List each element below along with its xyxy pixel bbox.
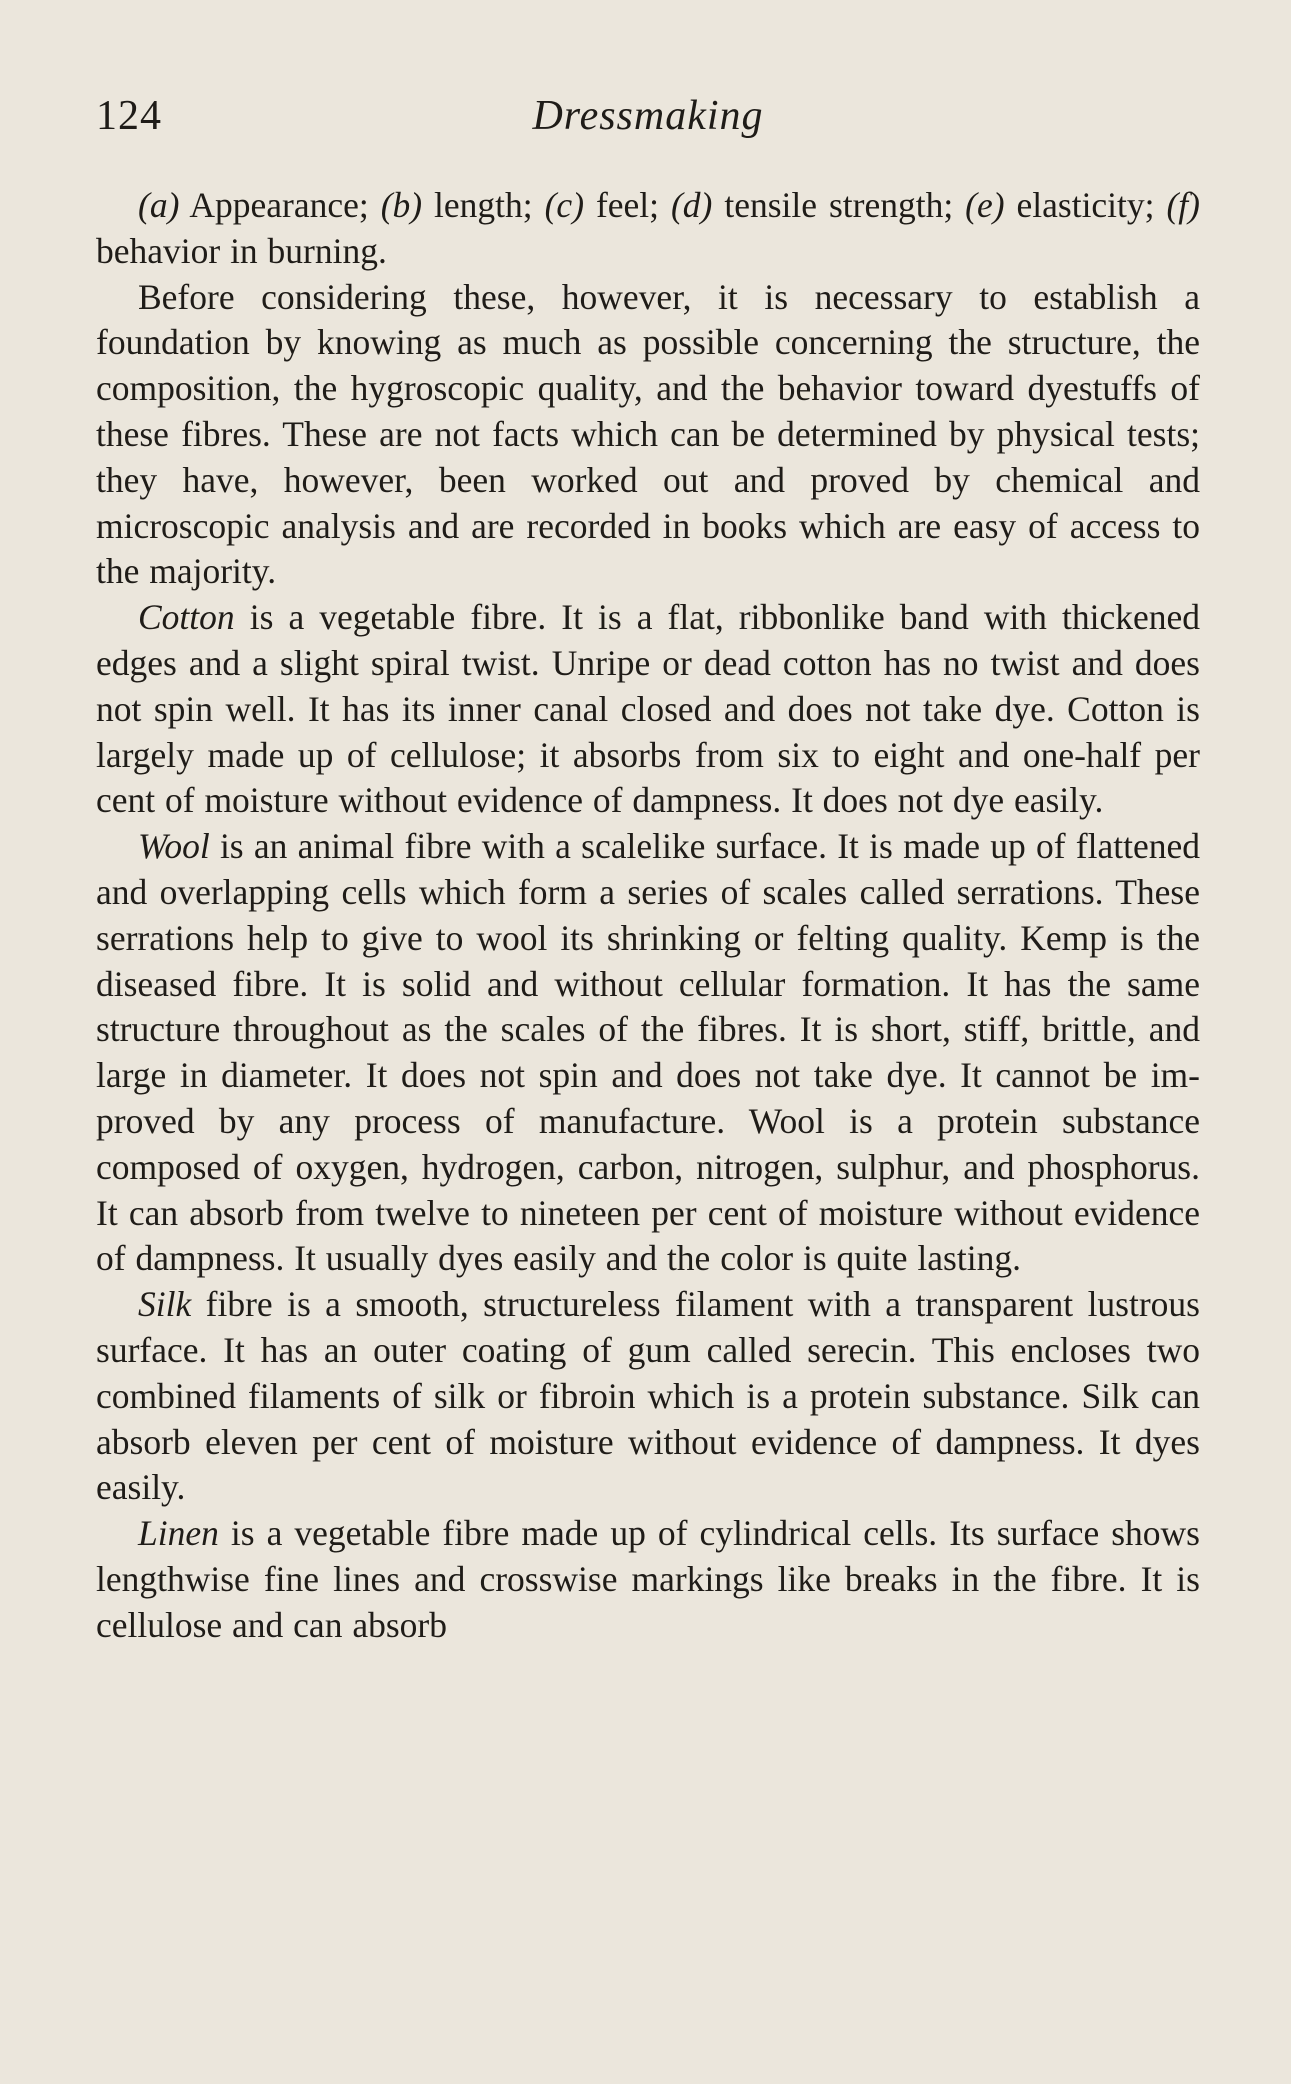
criterion-d-text: tensile strength; [712,185,966,225]
paragraph-wool [96,824,1200,1282]
criterion-c-text: feel; [584,185,671,225]
criterion-d-label: (d) [670,185,713,225]
paragraph-linen [96,1511,1200,1648]
criterion-e-text: elasticity; [1004,185,1167,225]
criterion-f-text: behavior in burning. [96,230,387,271]
term-wool: Wool [138,826,210,867]
criteria-list [96,183,1200,275]
criterion-e-label: (e) [965,185,1005,225]
criterion-a-text: Appearance; [179,185,381,225]
term-cotton: Cotton [138,597,235,638]
criterion-f-label: (f) [1166,185,1200,225]
cotton-text: is a vegetable fibre. It is a flat, ribbonlike band with thickened edges and a slight spiral twist. Unripe or dead cotton has no twist and does not spin well. It has its inner canal closed and does not take dye. Cotton is largely made up of cellulose; it absorbs from six to eight and one-half per cent of moisture without evidence of dampness. It does not dye easily. [96,597,1200,821]
term-silk: Silk [138,1284,192,1325]
criterion-b-text: length; [422,185,545,225]
page-number: 124 [96,93,162,139]
linen-text: is a vegetable fibre made up of cylindrical cells. Its surface shows lengthwise fine lines and crosswise markings like breaks in the fibre. It is cellulose and can absorb [96,1513,1200,1645]
criterion-b-label: (b) [380,185,423,225]
term-linen: Linen [138,1513,219,1554]
page-header [96,92,1200,152]
body-text [96,183,1200,1649]
paragraph-cotton [96,595,1200,824]
criterion-a-label: (a) [138,185,180,225]
running-title: Dressmaking [532,93,764,139]
paragraph-foundation: Before considering these, however, it is necessary to establish a foundation by knowing as much as possible concerning the structure, the composition, the hygroscopic quality, and the behavior toward dyestuffs of these fibres. These are not facts which can be determined by physical tests; they have, however, been worked out and proved by chemical and microscopic analysis and are recorded in books which are easy of access to the majority. [96,276,1200,592]
wool-text: is an animal fibre with a scalelike surface. It is made up of flattened and overlapping cells which form a series of scales called serrations. These serrations help to give to wool its shrinking or felting quality. Kemp is the diseased fibre. It is solid and without cellular formation. It has the same structure throughout as the scales of the fibres. It is short, stiff, brittle, and large in diameter. It does not spin and does not take dye. It cannot be improved by any process of manufacture. Wool is a protein substance composed of oxygen, hydrogen, carbon, nitrogen, sulphur, and phosphorus. It can absorb from twelve to nineteen per cent of moisture without evidence of dampness. It usually dyes easily and the color is quite lasting. [96,826,1200,1279]
paragraph-silk [96,1282,1200,1511]
criterion-c-label: (c) [544,185,585,225]
silk-text: fibre is a smooth, structureless filament with a transparent lustrous surface. It has an outer coating of gum called serecin. This encloses two combined filaments of silk or fibroin which is a protein substance. Silk can absorb eleven per cent of moisture without evidence of dampness. It dyes easily. [96,1284,1200,1508]
